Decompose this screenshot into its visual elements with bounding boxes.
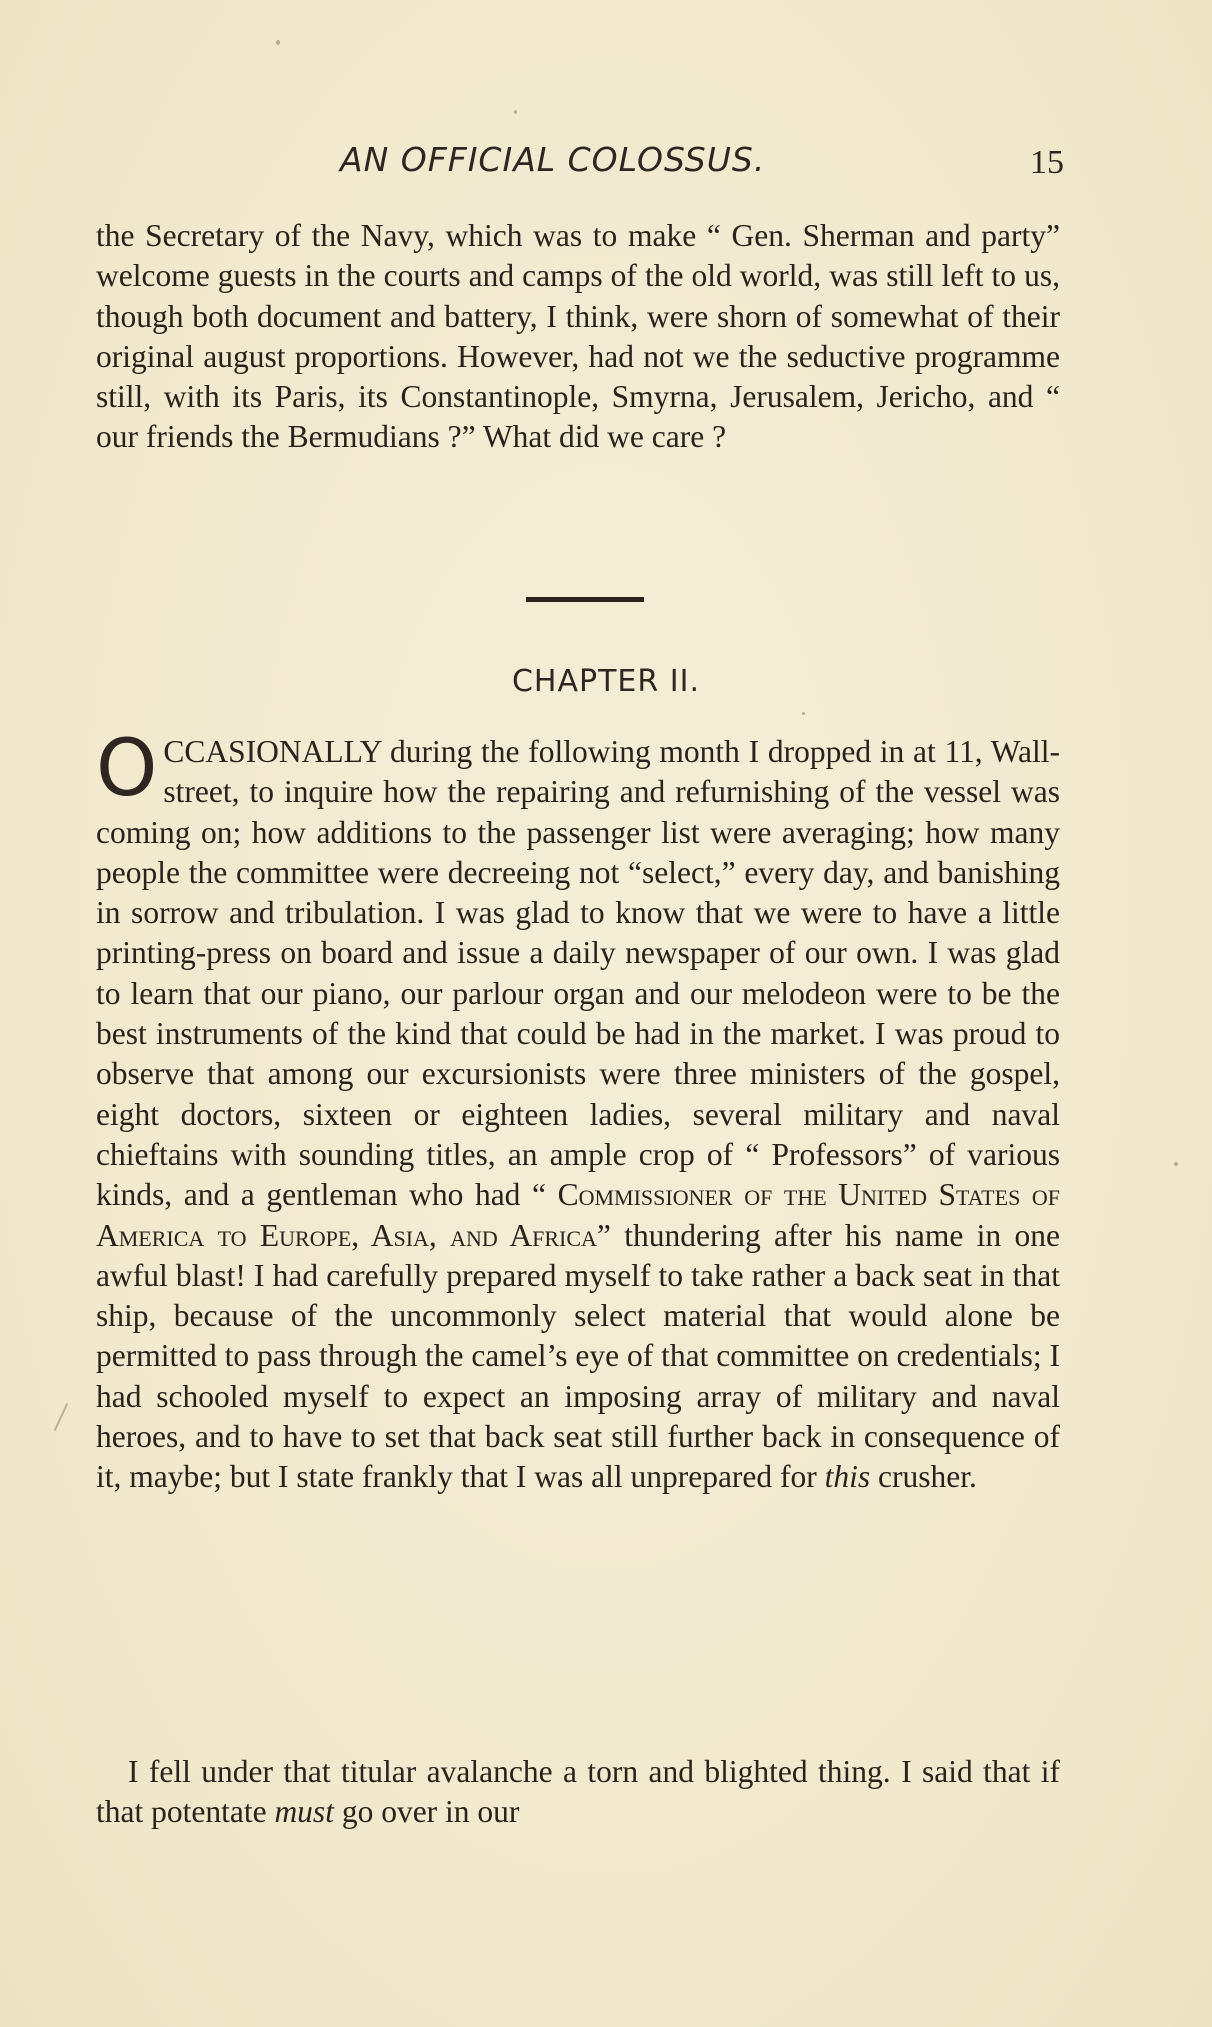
paragraph-text: the Secretary of the Navy, which was to make “ Gen. Sherman and party” welcome guests in the courts and camps of the old world, was still left to us, though both document and battery, I think, were shorn of somewhat of their original august proportions. However, had not we the seductive programme still, with its Paris, its Constantinople, Smyrna, Jerusalem, Jericho, and “ our friends the Bermudians ?” What did we care ?	[96, 218, 1060, 455]
paragraph	[96, 1752, 1060, 1833]
lead-in: CCASIONALLY	[163, 734, 382, 769]
paragraph-text	[96, 1752, 1060, 1833]
emphasis: must	[274, 1794, 334, 1830]
paragraph-text	[96, 724, 1061, 1498]
paragraph-continued	[96, 216, 1060, 458]
text-run: I fell under that titular avalanche a torn and blighted thing. I said that if that potentate	[96, 1754, 1060, 1830]
drop-cap: O	[96, 724, 158, 814]
page-number: 15	[1030, 144, 1064, 181]
section-divider	[526, 597, 644, 602]
text-run: during the following month I dropped in at 11, Wall-street, to inquire how the repairing and refurnishing of the vessel was coming on; how additions to the passenger list were averaging; how many people the committee were decreeing not “select,” every day, and banishing in sorrow and tribulation. I was glad to know that we were to have a little printing-press on board and issue a daily newspaper of our own. I was glad to learn that our piano, our parlour organ and our melodeon were to be the best instruments of the kind that could be had in the market. I was proud to observe that among our excursionists were three ministers of the gospel, eight doctors, sixteen or eighteen ladies, several military and naval chieftains with sounding titles, an ample crop of “ Professors” of various kinds, and a gentleman who had “	[96, 734, 1060, 1213]
running-title: AN OFFICIAL COLOSSUS.	[340, 140, 766, 179]
margin-mark	[54, 1403, 68, 1431]
emphasis: this	[824, 1459, 871, 1495]
official-title-smallcaps: Commissioner of the United States of America to Europe, Asia, and Africa	[96, 1177, 1061, 1253]
text-run: crusher.	[870, 1459, 977, 1495]
text-run: go over in our	[333, 1794, 520, 1830]
chapter-heading: CHAPTER II.	[511, 664, 700, 699]
running-head	[0, 140, 1212, 184]
text-run: ” thundering after his name in one awful blast! I had carefully prepared myself to take rather a back seat in that ship, because of the uncommonly select material that would alone be permitted to pass through the camel’s eye of that committee on credentials; I had schooled myself to expect an imposing array of military and naval heroes, and to have to set that back seat still further back in consequence of it, maybe; but I state frankly that I was all unprepared for	[96, 1217, 1060, 1495]
chapter-opening-paragraph	[96, 724, 1061, 1498]
